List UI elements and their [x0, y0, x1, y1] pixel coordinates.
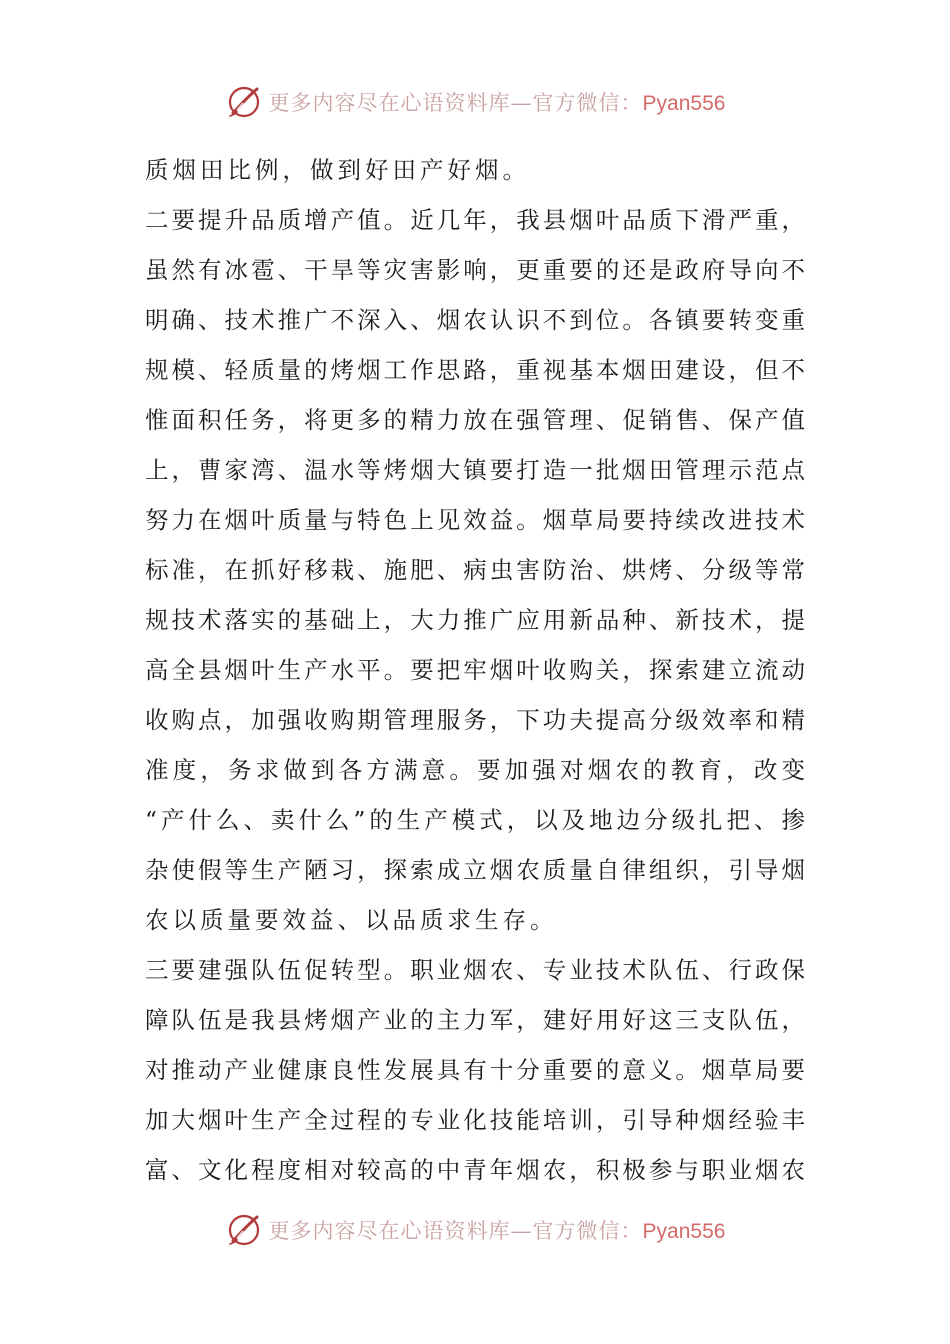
text-line: 收购点，加强收购期管理服务，下功夫提高分级效率和精 [145, 706, 805, 734]
text-line: 农以质量要效益、以品质求生存。 [145, 906, 558, 934]
text-line: 富、文化程度相对较高的中青年烟农，积极参与职业烟农 [145, 1156, 805, 1184]
text-line: 障队伍是我县烤烟产业的主力军，建好用好这三支队伍， [145, 1006, 805, 1034]
text-line: 虽然有冰雹、干旱等灾害影响，更重要的还是政府导向不 [145, 256, 805, 284]
text-line: 上，曹家湾、温水等烤烟大镇要打造一批烟田管理示范点 [145, 456, 805, 484]
text-line: 努力在烟叶质量与特色上见效益。烟草局要持续改进技术 [145, 506, 805, 534]
text-line: 高全县烟叶生产水平。要把牢烟叶收购关，探索建立流动 [145, 656, 805, 684]
document-body [145, 145, 805, 1195]
text-line: 二要提升品质增产值。近几年，我县烟叶品质下滑严重， [145, 206, 805, 234]
text-line: 标准，在抓好移栽、施肥、病虫害防治、烘烤、分级等常 [145, 556, 805, 584]
banner-text: 更多内容尽在心语资料库—官方微信：Pyan556 [268, 1219, 726, 1243]
text-line: 对推动产业健康良性发展具有十分重要的意义。烟草局要 [145, 1056, 805, 1084]
text-line: 规模、轻质量的烤烟工作思路，重视基本烟田建设，但不 [145, 356, 805, 384]
wechat-id: Pyan556 [642, 1220, 726, 1243]
text-line: 质烟田比例，做到好田产好烟。 [145, 156, 530, 184]
wechat-id: Pyan556 [642, 92, 726, 115]
footer-watermark-banner [0, 1208, 950, 1252]
text-line: 规技术落实的基础上，大力推广应用新品种、新技术，提 [145, 606, 805, 634]
pen-circle-logo-icon [225, 1211, 263, 1249]
text-line: “产什么、卖什么”的生产模式，以及地边分级扎把、掺 [145, 806, 805, 834]
text-line: 杂使假等生产陋习，探索成立烟农质量自律组织，引导烟 [145, 856, 805, 884]
text-line: 准度，务求做到各方满意。要加强对烟农的教育，改变 [145, 756, 805, 784]
pen-circle-logo-icon [225, 83, 263, 121]
text-line: 三要建强队伍促转型。职业烟农、专业技术队伍、行政保 [145, 956, 805, 984]
header-watermark-banner [0, 80, 950, 124]
text-line: 加大烟叶生产全过程的专业化技能培训，引导种烟经验丰 [145, 1106, 805, 1134]
text-line: 明确、技术推广不深入、烟农认识不到位。各镇要转变重 [145, 306, 805, 334]
banner-text: 更多内容尽在心语资料库—官方微信：Pyan556 [268, 91, 726, 115]
text-line: 惟面积任务，将更多的精力放在强管理、促销售、保产值 [145, 406, 805, 434]
